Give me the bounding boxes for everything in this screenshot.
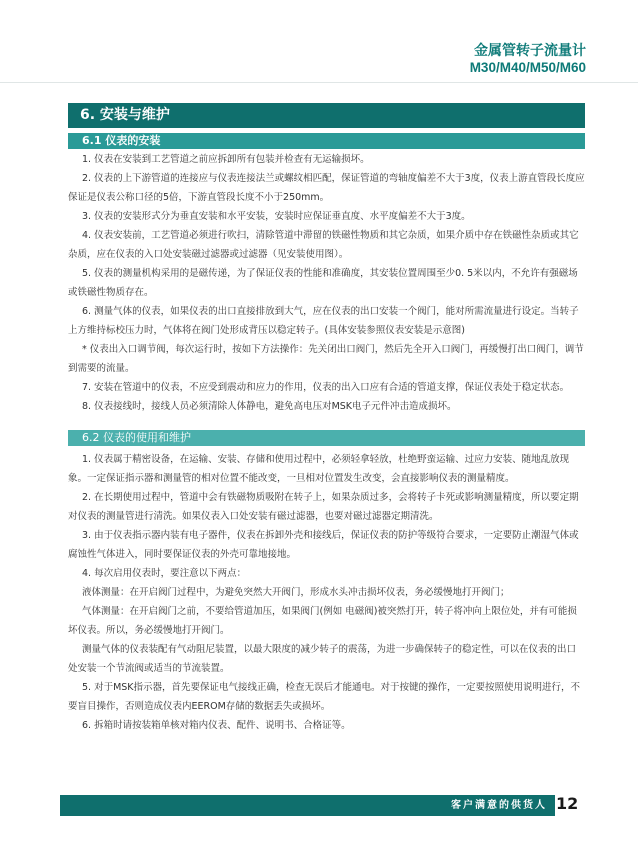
- footer-slogan: 客户满意的供货人: [451, 800, 547, 811]
- paragraph: 气体测量：在开启阀门之前，不要给管道加压，如果阀门(例如 电磁阀)被突然打开，转子将冲向上限位处，并有可能损坏仪表。所以，务必缓慢地打开阀门。: [68, 606, 577, 636]
- installation-section-body: [68, 150, 585, 416]
- page-number: 12: [556, 794, 579, 813]
- paragraph: 8. 仪表接线时，接线人员必须清除人体静电，避免高电压对MSK电子元件冲击造成损坏。: [82, 401, 457, 412]
- paragraph: 3. 仪表的安装形式分为垂直安装和水平安装，安装时应保证垂直度、水平度偏差不大于3度。: [82, 211, 471, 222]
- paragraph: 6. 拆箱时请按装箱单核对箱内仪表、配件、说明书、合格证等。: [82, 720, 351, 731]
- subsection-title-usage-maintenance: 6.2 仪表的使用和维护: [68, 430, 585, 446]
- paragraph: 液体测量：在开启阀门过程中，为避免突然大开阀门，形成水头冲击损坏仪表，务必缓慢地打开阀门；: [82, 587, 510, 598]
- paragraph: 2. 在长期使用过程中，管道中会有铁磁物质吸附在转子上，如果杂质过多，会将转子卡死或影响测量精度，所以要定期对仪表的测量管进行清洗。如果仪表入口处安装有磁过滤器，也要对磁过滤器定期清洗。: [68, 492, 579, 522]
- paragraph: 4. 仪表安装前，工艺管道必须进行吹扫，清除管道中滞留的铁磁性物质和其它杂质，如果介质中存在铁磁性杂质或其它杂质，应在仪表的入口处安装磁过滤器或过滤器（见安装使用图）。: [68, 230, 579, 260]
- paragraph: 2. 仪表的上下游管道的连接应与仪表连接法兰或螺纹相匹配，保证管道的弯轴度偏差不大于3度，仪表上游直管段长度应保证是仪表公称口径的5倍，下游直管段长度不小于250mm。: [68, 173, 585, 203]
- paragraph: 5. 仪表的测量机构采用的是磁传递，为了保证仪表的性能和准确度，其安装位置周围至少0. 5米以内，不允许有强磁场或铁磁性物质存在。: [68, 268, 578, 298]
- product-title: 金属管转子流量计: [474, 42, 586, 58]
- document-header: [470, 42, 586, 76]
- section-title: 6. 安装与维护: [68, 103, 585, 128]
- footer-bar: [60, 795, 553, 816]
- model-numbers: M30/M40/M50/M60: [469, 60, 586, 75]
- paragraph: 6. 测量气体的仪表，如果仪表的出口直接排放到大气，应在仪表的出口安装一个阀门，能对所需流量进行设定。当转子上方维持标校压力时，气体将在阀门处形成背压以稳定转子。(具体安装参照仪表安装是示意图): [68, 306, 579, 336]
- paragraph: 1. 仪表在安装到工艺管道之前应拆卸所有包装并检查有无运输损坏。: [82, 154, 370, 165]
- subsection-title-installation: 6.1 仪表的安装: [68, 133, 585, 149]
- header-divider: [0, 82, 638, 83]
- paragraph: 7. 安装在管道中的仪表，不应受到震动和应力的作用，仪表的出入口应有合适的管道支撑，保证仪表处于稳定状态。: [82, 382, 570, 393]
- paragraph: 测量气体的仪表装配有气动阻尼装置，以最大限度的减少转子的震荡，为进一步确保转子的稳定性，可以在仪表的出口处安装一个节流阀或适当的节流装置。: [68, 644, 577, 674]
- page-number-divider: [553, 795, 555, 816]
- paragraph: 4. 每次启用仪表时，要注意以下两点：: [82, 568, 247, 579]
- paragraph: 5. 对于MSK指示器，首先要保证电气接线正确，检查无误后才能通电。对于按键的操作，一定要按照使用说明进行，不要盲目操作，否则造成仪表内EEROM存储的数据丢失或损坏。: [68, 682, 581, 712]
- paragraph: * 仪表出入口调节阀，每次运行时，按如下方法操作：先关闭出口阀门，然后先全开入口阀门，再缓慢打出口阀门，调节到需要的流量。: [68, 344, 584, 374]
- usage-section-body: [68, 450, 585, 735]
- paragraph: 3. 由于仪表指示器内装有电子器件，仪表在拆卸外壳和接线后，保证仪表的防护等级符合要求，一定要防止潮湿气体或腐蚀性气体进入，同时要保证仪表的外壳可靠地接地。: [68, 530, 579, 560]
- paragraph: 1. 仪表属于精密设备，在运输、安装、存储和使用过程中，必须轻拿轻放，杜绝野蛮运输、过应力安装、随地乱放现象。一定保证指示器和测量管的相对位置不能改变，一旦相对位置发生改变，会直接影响仪表的测量精度。: [68, 454, 570, 484]
